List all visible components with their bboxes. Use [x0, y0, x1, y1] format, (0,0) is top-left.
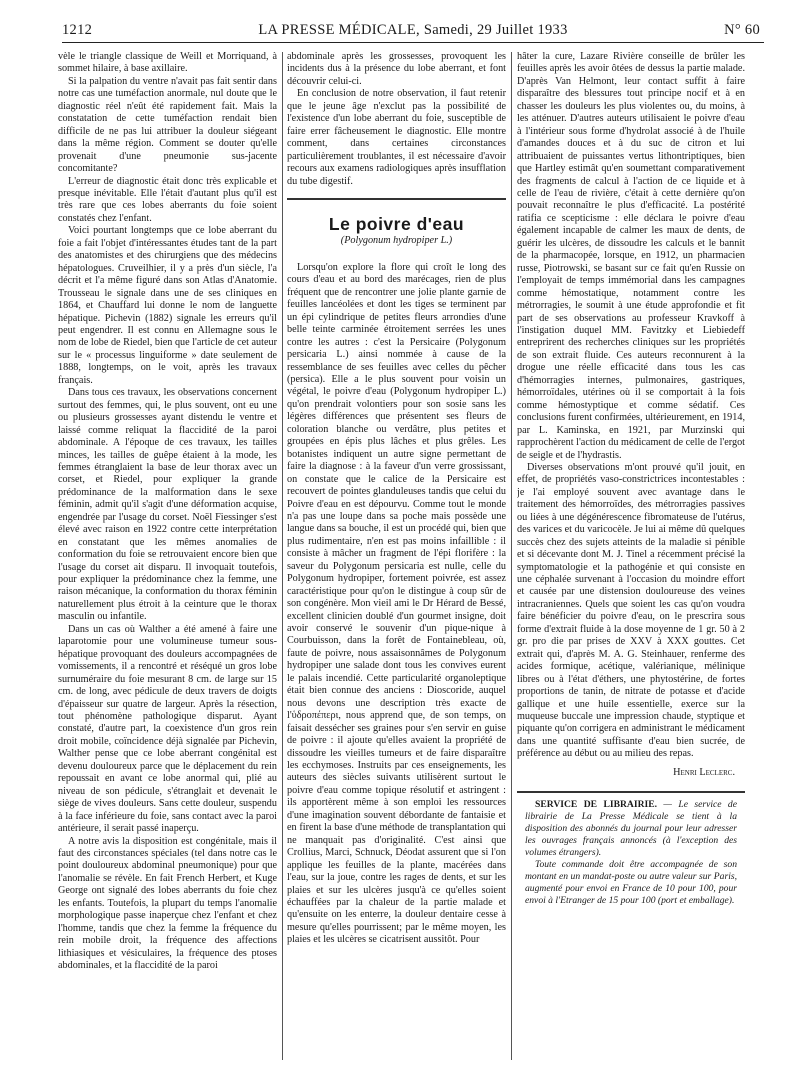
notice-text: — Le service de librairie de La Presse Médicale se tient à la disposition des abonnés du journal pour leur adresser les ouvrages français annoncés (à l'exception des volumes étrangers). [525, 799, 737, 859]
column-1 [58, 51, 277, 1061]
article-subtitle: (Polygonum hydropiper L.) [340, 235, 453, 247]
column-divider [511, 52, 512, 1060]
notice-text-2: Toute commande doit être accompagnée de son montant en un mandat-poste ou autre valeur sur Paris, augmenté pour envoi en France de 10 pour 100, pour envoi à l'Etranger de 15 pour 100 (port et emballage). [525, 859, 737, 907]
paragraph: En conclusion de notre observation, il faut retenir que le jeune âge n'exclut pas la possibilité de l'existence d'un lobe aberrant du foie, susceptible de faire errer fâcheusement le diagnostic. Elle montre comment, dans certaines circonstances particulièrement troublantes, il est nécessaire d'avoir recours aux examens radiologiques après insufflation du tube digestif. [287, 88, 506, 187]
page-number: 1212 [62, 22, 93, 38]
paragraph: Diverses observations m'ont prouvé qu'il jouit, en effet, de propriétés vaso-constrictrices incontestables : je l'ai employé souvent avec avantage dans le traitement des hémorroïdes, des métrorragies passives ou liées à une dégénérescence fibromateuse de l'utérus, des varices et du varicocèle. Je lui ai même dû quelques succès chez des sujets atteints de la maladie si pénible et si décevante dont M. J. Tinel a récemment précisé la symptomatologie et la pathogénie et qui consiste en une céphalée survenant à l'occasion du moindre effort et causée par une distension douloureuse des veines intracraniennes. Quels que soient les cas qu'on voudra faire bénéficier du poivre d'eau, on le prescrira sous forme d'extrait fluide à la dose moyenne de 1 gr. 50 à 2 gr. pro die par prises de XXV à XXX gouttes. Cet extrait qui, d'après M. A. G. Steinhauer, renferme des acides formique, acétique, valérianique, mélinique libres ou à l'état d'éthers, une phytostérine, de fortes proportions de tanin, de nitrate de potasse et d'acide gallique et une huile essentielle, exerce sur la muqueuse buccale une impression chaude, styptique et piquante qu'on corrigera en administrant le médicament dans une quantité suffisante d'eau bien sucrée, de préférence au début ou au milieu des repas. [517, 461, 745, 760]
column-3 [517, 51, 745, 1061]
article-title: Le poivre d'eau [328, 213, 465, 234]
paragraph: abdominale après les grossesses, provoquent les incidents dus à la présence du lobe aberrant, et font découvrir celui-ci. [287, 51, 506, 87]
author-signature: Henri Leclerc. [673, 766, 735, 778]
notice-heading: SERVICE DE LIBRAIRIE. [535, 799, 658, 811]
article-poivre-d-eau [287, 198, 506, 947]
paragraph: Dans tous ces travaux, les observations concernent surtout des femmes, qui, le plus souvent, ont eu une ou plusieurs grossesses ayant distendu le ventre et laissé comme reliquat la flaccidité de la paroi abdominale. A l'époque de ces travaux, les tailles minces, les tailles de guêpe étaient à la mode, les femmes étranglaient la base de leur thorax avec un corset, et Riedel, pour expliquer la grande prédominance de la malformation dans le sexe féminin, admit qu'il s'agit d'une déformation acquise, engendrée par l'usage du corset. Noël Fiessinger s'est élevé avec raison en 1922 contre cette interprétation en constatant que les mêmes anomalies de conformation du foie se retrouvaient encore bien que l'usage du corset ait disparu. Il invoquait toutefois, pour expliquer la prédominance chez la femme, une raison mécanique, la conformation du thorax féminin naturellement plus étroit à la ceinture que le thorax masculin ou infantile. [58, 387, 277, 623]
paragraph: Dans un cas où Walther a été amené à faire une laparotomie pour une volumineuse tumeur sous-hépatique provoquant des douleurs accompagnées de vomissements, il a rencontré et réséqué un gros lobe surnuméraire du foie mesurant 8 cm. de large sur 15 cm. de long, avec pédicule de deux travers de doigts d'épaisseur sur quatre de largeur. Après la résection, tout phénomène pathologique disparut. Ayant constaté, d'autre part, la coexistence d'un gros rein droit mobile, coïncidence déjà signalée par Pichevin, Walther pense que ce lobe aberrant congénital est devenu douloureux parce que le déplacement du rein repoussait en avant ce lobe anormal qui, plié au niveau de son pédicule, s'étranglait et devenait le siège de vives douleurs. Sans cette douleur, suspendu à la face inférieure du foie, sans contact avec la paroi antérieure, il serait passé inaperçu. [58, 623, 277, 835]
paragraph: Lorsqu'on explore la flore qui croît le long des cours d'eau et au bord des marécages, rien de plus fréquent que de rencontrer une jolie plante garnie de feuilles lancéolées et dont les tiges se terminent par un épi cylindrique de petites fleurs arrondies d'une belle teinte carminée étroitement serrées les unes contre les autres : c'est la Persicaire (Polygonum persicaria L.) ainsi nommée à cause de la ressemblance de ses feuilles avec celles du pêcher (persica). Elle a le plus souvent pour voisin un végétal, le poivre d'eau (Polygonum hydropiper L.) qu'on prendrait volontiers pour son sosie sans les légères différences que présentent ses fleurs de coloration blanche ou verdâtre, plus petites et groupées en épis plus lâches et plus grêles. Les botanistes indiquent un autre signe permettant de faire la diagnose : à la faveur d'un verre grossissant, on constate que le calice de la Persicaire est recouvert de pointes glanduleuses tandis que celui du Poivre d'eau en est dépourvu. Comme tout le monde n'a pas une loupe dans sa poche mais possède une langue dans sa bouche, il est un procédé qui, bien que plus rudimentaire, n'en est pas moins infaillible : il consiste à mâcher un fragment de l'épi florifère : la saveur du Polygonum persicaria est nulle, celle du Polygonum hydropiper, fortement poivrée, est assez caractéristique pour qu'on le distingue à coup sûr de son congénère. Mon vieil ami le Dr Hérard de Bessé, excellent clinicien doublé d'un gourmet insigne, doit avoir conservé le souvenir d'un pique-nique à Courbuisson, dans la forêt de Fontainebleau, où, faute de poivre, nous assaisonnâmes de Polygonum hydropiper une salade dont tous les convives eurent le palais incendié. Cette particularité organoleptique était bien connue des anciens : Dioscoride, auquel nous devons une description très exacte de l'ὑδροπέπερι, nous apprend que, de son temps, on faisait dessécher ses graines pour s'en servir en guise de poivre : il ajoute qu'elles avaient la propriété de dissoudre les vieilles tumeurs et de faire disparaître les ecchymoses. Instruits par ces enseignements, les auteurs des siècles suivants utilisèrent surtout le poivre d'eau comme topique résolutif et astringent : ils apportèrent même à son emploi les ressources d'une imagination souvent débordante de fantaisie et en firent la base d'une méthode de transplantation qui ne manquait pas d'originalité. C'est ainsi que Crollius, Marci, Schnuck, Déodat assurent que si l'on applique les feuilles de la plante, macérées dans l'eau, sur la joue, contre les rages de dents, et sur les plaies et sur les ulcères jusqu'à ce qu'elles soient échauffées par la chaleur de la partie malade et qu'ensuite on les enterre, la douleur dentaire cesse à mesure qu'elles pourrissent; par le même moyen, les plaies et les ulcères se cicatrisent aussitôt. Pour [287, 261, 506, 946]
journal-title: LA PRESSE MÉDICALE, Samedi, 29 Juillet 1933 [258, 22, 568, 38]
paragraph: A notre avis la disposition est congénitale, mais il faut des circonstances spéciales (tel dans notre cas le point douloureux abdominal pneumonique) pour que l'anomalie se révèle. En fait French Herbert, et Kuge George ont signalé des lobes aberrants du foie chez les enfants. Toutefois, la plupart du temps l'anomalie morphologique passe inaperçue chez l'enfant et chez l'homme, tandis que chez la femme la fréquence du rein mobile droit, la fréquence des affections lithiasiques et vésiculaires, la fréquence des ptoses abdominales, et la flaccidité de la paroi [58, 835, 277, 972]
column-2 [287, 51, 506, 1061]
page-header [62, 18, 764, 43]
column-divider [282, 52, 283, 1060]
paragraph: vèle le triangle classique de Weill et Morriquand, à sommet hilaire, à base axillaire. [58, 51, 277, 75]
paragraph: Voici pourtant longtemps que ce lobe aberrant du foie a fait l'objet d'intéressantes études tant de la part des anatomistes et des chirurgiens que des médecins hépatologues. Cruveilhier, il y a près d'un siècle, l'a décrit et l'a même figuré dans son Atlas d'Anatomie. Trousseau le signale dans une de ses cliniques en 1864, et Chauffard lui donne le nom de languette hépatique. Pichevin (1882) signale les erreurs qu'il peut engendrer. Il est connu en Allemagne sous le nom de lobe de Riedel, bien que l'article de cet auteur sur le « processus linguiforme » date seulement de 1888, longtemps, on le voit, après les travaux français. [58, 225, 277, 386]
paragraph: Si la palpation du ventre n'avait pas fait sentir dans notre cas une tuméfaction anormale, nul doute que le diagnostic réel n'eût été rapidement fait. Mais la constatation de cette tuméfaction rendait bien difficile de ne pas lui attribuer la douleur siégeant dans la même région. Comment se douter qu'elle provenait d'une pneumonie sus-jacente concomitante? [58, 75, 277, 175]
library-service-notice [517, 791, 745, 907]
paragraph: L'erreur de diagnostic était donc très explicable et presque inévitable. Elle l'était d'autant plus qu'il est très rare que ces lobes aberrants du foie soient constatés chez l'enfant. [58, 175, 277, 224]
paragraph: hâter la cure, Lazare Rivière conseille de brûler les feuilles après les avoir ôtées de dessus la partie malade. D'après Van Helmont, leur contact suffit à faire disparaître des blessures tout principe nocif et à en chasser les douleurs les plus violentes ou, du moins, à les atténuer. D'autres auteurs utilisaient le poivre d'eau à l'intérieur sous forme d'hydrolat associé à de l'huile d'amandes douces et à du suc de citron et lui attribuaient de puissantes vertus lithontriptiques, bien que Hartley estimât qu'en soumettant comparativement des fragments de calcul à l'action de ce liquide et à celle de l'eau de rivière, c'était à cette dernière qu'on pouvait reconnaître le plus d'efficacité. La postérité ratifia ce scepticisme : elle déclara le poivre d'eau également incapable de calmer les maux de dents, de guérir les ulcères, de dissoudre les calculs et le bannit de la pharmacopée, lorsque, en 1912, un pharmacien russe, Piotrowski, se basant sur ce fait qu'en Russie on l'employait de temps immémorial dans les campagnes comme hémostatique, notamment contre les métrorragies, le soumit à une étude approfondie et fit part de ses observations au professeur Kravkoff à l'instigation duquel MM. Favitzky et Liebiedeff entreprirent des recherches cliniques sur les propriétés de son extrait fluide. Ces auteurs reconnurent à la drogue une réelle efficacité dans tous les cas d'hémorragies internes, pulmonaires, gastriques, hémorroïdales, utérines où il se comportait à la fois comme hémostyptique et comme sédatif. Ces conclusions furent confirmées, ultérieurement, en 1914, par L. Kaminska, en 1921, par Murzinski qui rapprochèrent l'action du médicament de celle de l'ergot de seigle et de l'hydrastis. [517, 51, 745, 461]
issue-number: N° 60 [724, 22, 760, 38]
